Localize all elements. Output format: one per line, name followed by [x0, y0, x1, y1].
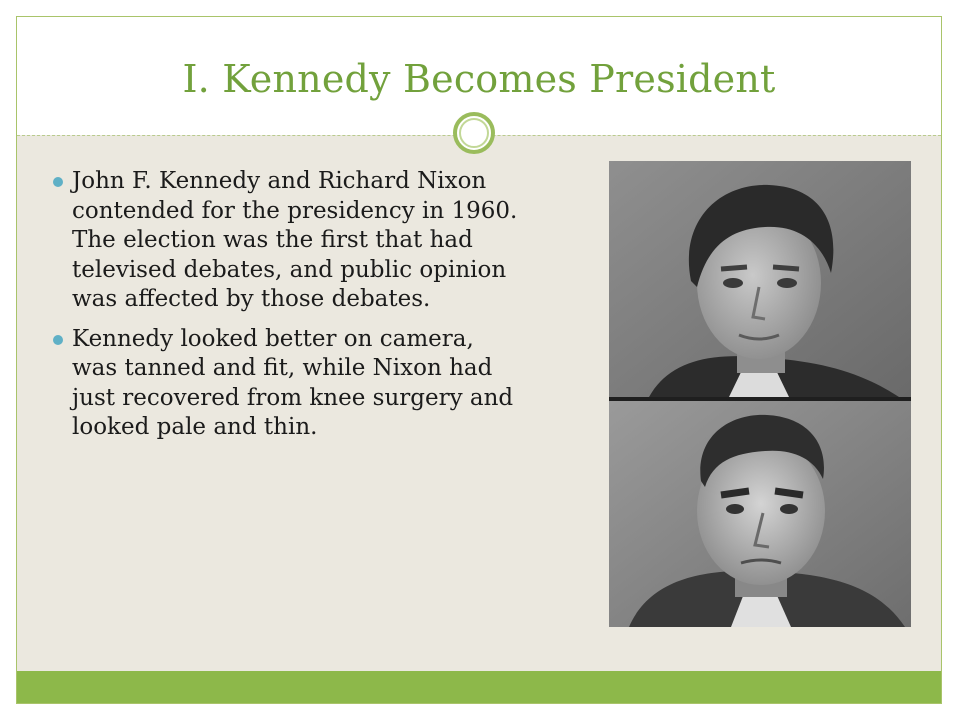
divider-ring-ornament [453, 112, 495, 154]
nixon-photo [609, 401, 911, 627]
bullet-item [53, 167, 523, 315]
footer-bar [17, 671, 941, 703]
bullet-dot-icon [53, 177, 63, 187]
bullet-text: John F. Kennedy and Richard Nixon contended for the presidency in 1960. The election was the first that had televised debates, and public opinion was affected by those debates. [72, 168, 518, 312]
bullet-item [53, 325, 523, 443]
bullet-text: Kennedy looked better on camera, was tanned and fit, while Nixon had just recovered from knee surgery and looked pale and thin. [72, 325, 514, 440]
bullet-dot-icon [53, 335, 63, 345]
photo-separator [609, 397, 911, 401]
bullet-list [53, 167, 523, 453]
photo-collage [609, 161, 911, 627]
kennedy-photo [609, 161, 911, 397]
slide-title: I. Kennedy Becomes President [182, 57, 776, 101]
slide [16, 16, 942, 704]
debate-photos [609, 161, 911, 627]
